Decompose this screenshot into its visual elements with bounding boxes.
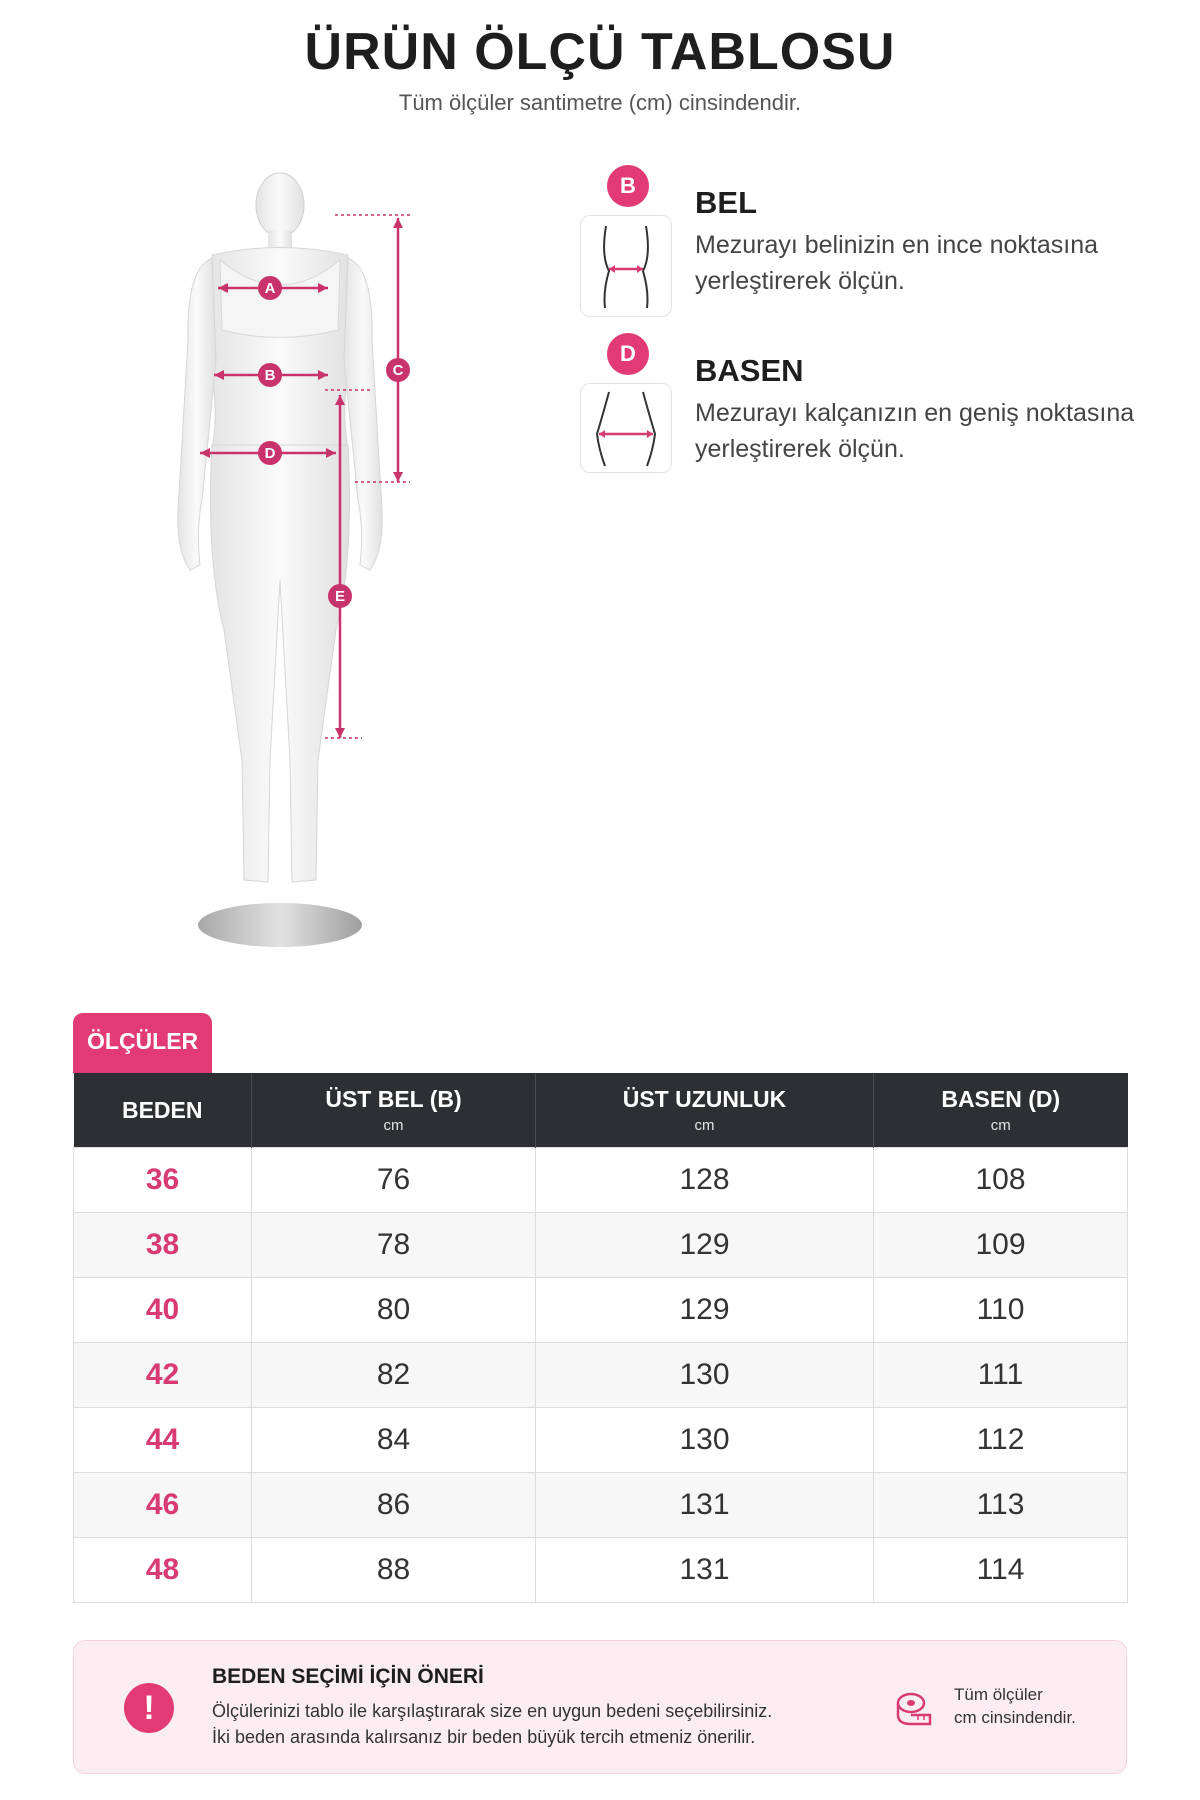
table-tab-label: ÖLÇÜLER	[73, 1013, 212, 1073]
column-header: BEDEN	[74, 1073, 252, 1148]
table-cell: 130	[536, 1408, 874, 1473]
mannequin-illustration	[120, 160, 500, 960]
column-header: BASEN (D) cm	[874, 1073, 1128, 1148]
column-header: ÜST BEL (B) cm	[252, 1073, 536, 1148]
size-cell: 40	[74, 1278, 252, 1343]
mannequin-figure	[120, 160, 500, 960]
hip-outline-icon	[580, 383, 672, 473]
table-cell: 129	[536, 1278, 874, 1343]
table-cell: 128	[536, 1148, 874, 1213]
page-title: ÜRÜN ÖLÇÜ TABLOSU	[304, 23, 896, 81]
marker-a: A	[264, 280, 276, 297]
marker-b: B	[264, 367, 276, 384]
table-cell: 88	[252, 1538, 536, 1603]
table-row	[74, 1148, 1128, 1213]
waist-outline-icon	[580, 215, 672, 317]
guide-hip	[580, 333, 1160, 483]
guide-description: Mezurayı belinizin en ince noktasına yerleştirerek ölçün.	[695, 231, 1099, 295]
guide-letter-badge: D	[607, 333, 649, 375]
table-row	[74, 1278, 1128, 1343]
column-header: ÜST UZUNLUK cm	[536, 1073, 874, 1148]
size-cell: 36	[74, 1148, 252, 1213]
table-header-row	[74, 1073, 1128, 1148]
table-row	[74, 1213, 1128, 1278]
page-subtitle: Tüm ölçüler santimetre (cm) cinsindendir.	[398, 90, 802, 115]
table-row	[74, 1538, 1128, 1603]
table-cell: 82	[252, 1343, 536, 1408]
table-cell: 131	[536, 1473, 874, 1538]
measuring-tape-icon	[894, 1689, 934, 1729]
note-line: Tüm ölçüler	[954, 1685, 1043, 1704]
table-cell: 114	[874, 1538, 1128, 1603]
guide-title: BEL	[695, 185, 757, 220]
table-cell: 108	[874, 1148, 1128, 1213]
advice-box	[73, 1640, 1127, 1774]
table-row	[74, 1343, 1128, 1408]
guide-letter-badge: B	[607, 165, 649, 207]
table-cell: 109	[874, 1213, 1128, 1278]
table-cell: 112	[874, 1408, 1128, 1473]
table-cell: 131	[536, 1538, 874, 1603]
table-cell: 84	[252, 1408, 536, 1473]
table-cell: 86	[252, 1473, 536, 1538]
table-cell: 111	[874, 1343, 1128, 1408]
table-row	[74, 1408, 1128, 1473]
advice-line: Ölçülerinizi tablo ile karşılaştırarak size en uygun bedeni seçebilirsiniz.	[212, 1701, 773, 1721]
marker-c: C	[392, 362, 404, 379]
note-line: cm cinsindendir.	[954, 1708, 1076, 1727]
advice-line: İki beden arasında kalırsanız bir beden büyük tercih etmeniz önerilir.	[212, 1727, 756, 1747]
table-row	[74, 1473, 1128, 1538]
table-cell: 80	[252, 1278, 536, 1343]
table-cell: 78	[252, 1213, 536, 1278]
guide-description: Mezurayı kalçanızın en geniş noktasına yerleştirerek ölçün.	[695, 399, 1135, 463]
size-cell: 46	[74, 1473, 252, 1538]
table-cell: 110	[874, 1278, 1128, 1343]
marker-e: E	[334, 588, 346, 605]
table-cell: 113	[874, 1473, 1128, 1538]
size-cell: 38	[74, 1213, 252, 1278]
exclamation-icon: !	[124, 1683, 174, 1733]
size-cell: 42	[74, 1343, 252, 1408]
size-table	[73, 1073, 1128, 1603]
marker-d: D	[264, 445, 276, 462]
size-cell: 44	[74, 1408, 252, 1473]
table-cell: 76	[252, 1148, 536, 1213]
advice-title: BEDEN SEÇİMİ İÇİN ÖNERİ	[212, 1665, 484, 1688]
table-cell: 130	[536, 1343, 874, 1408]
table-cell: 129	[536, 1213, 874, 1278]
guide-title: BASEN	[695, 353, 804, 388]
size-cell: 48	[74, 1538, 252, 1603]
guide-waist	[580, 165, 1160, 315]
